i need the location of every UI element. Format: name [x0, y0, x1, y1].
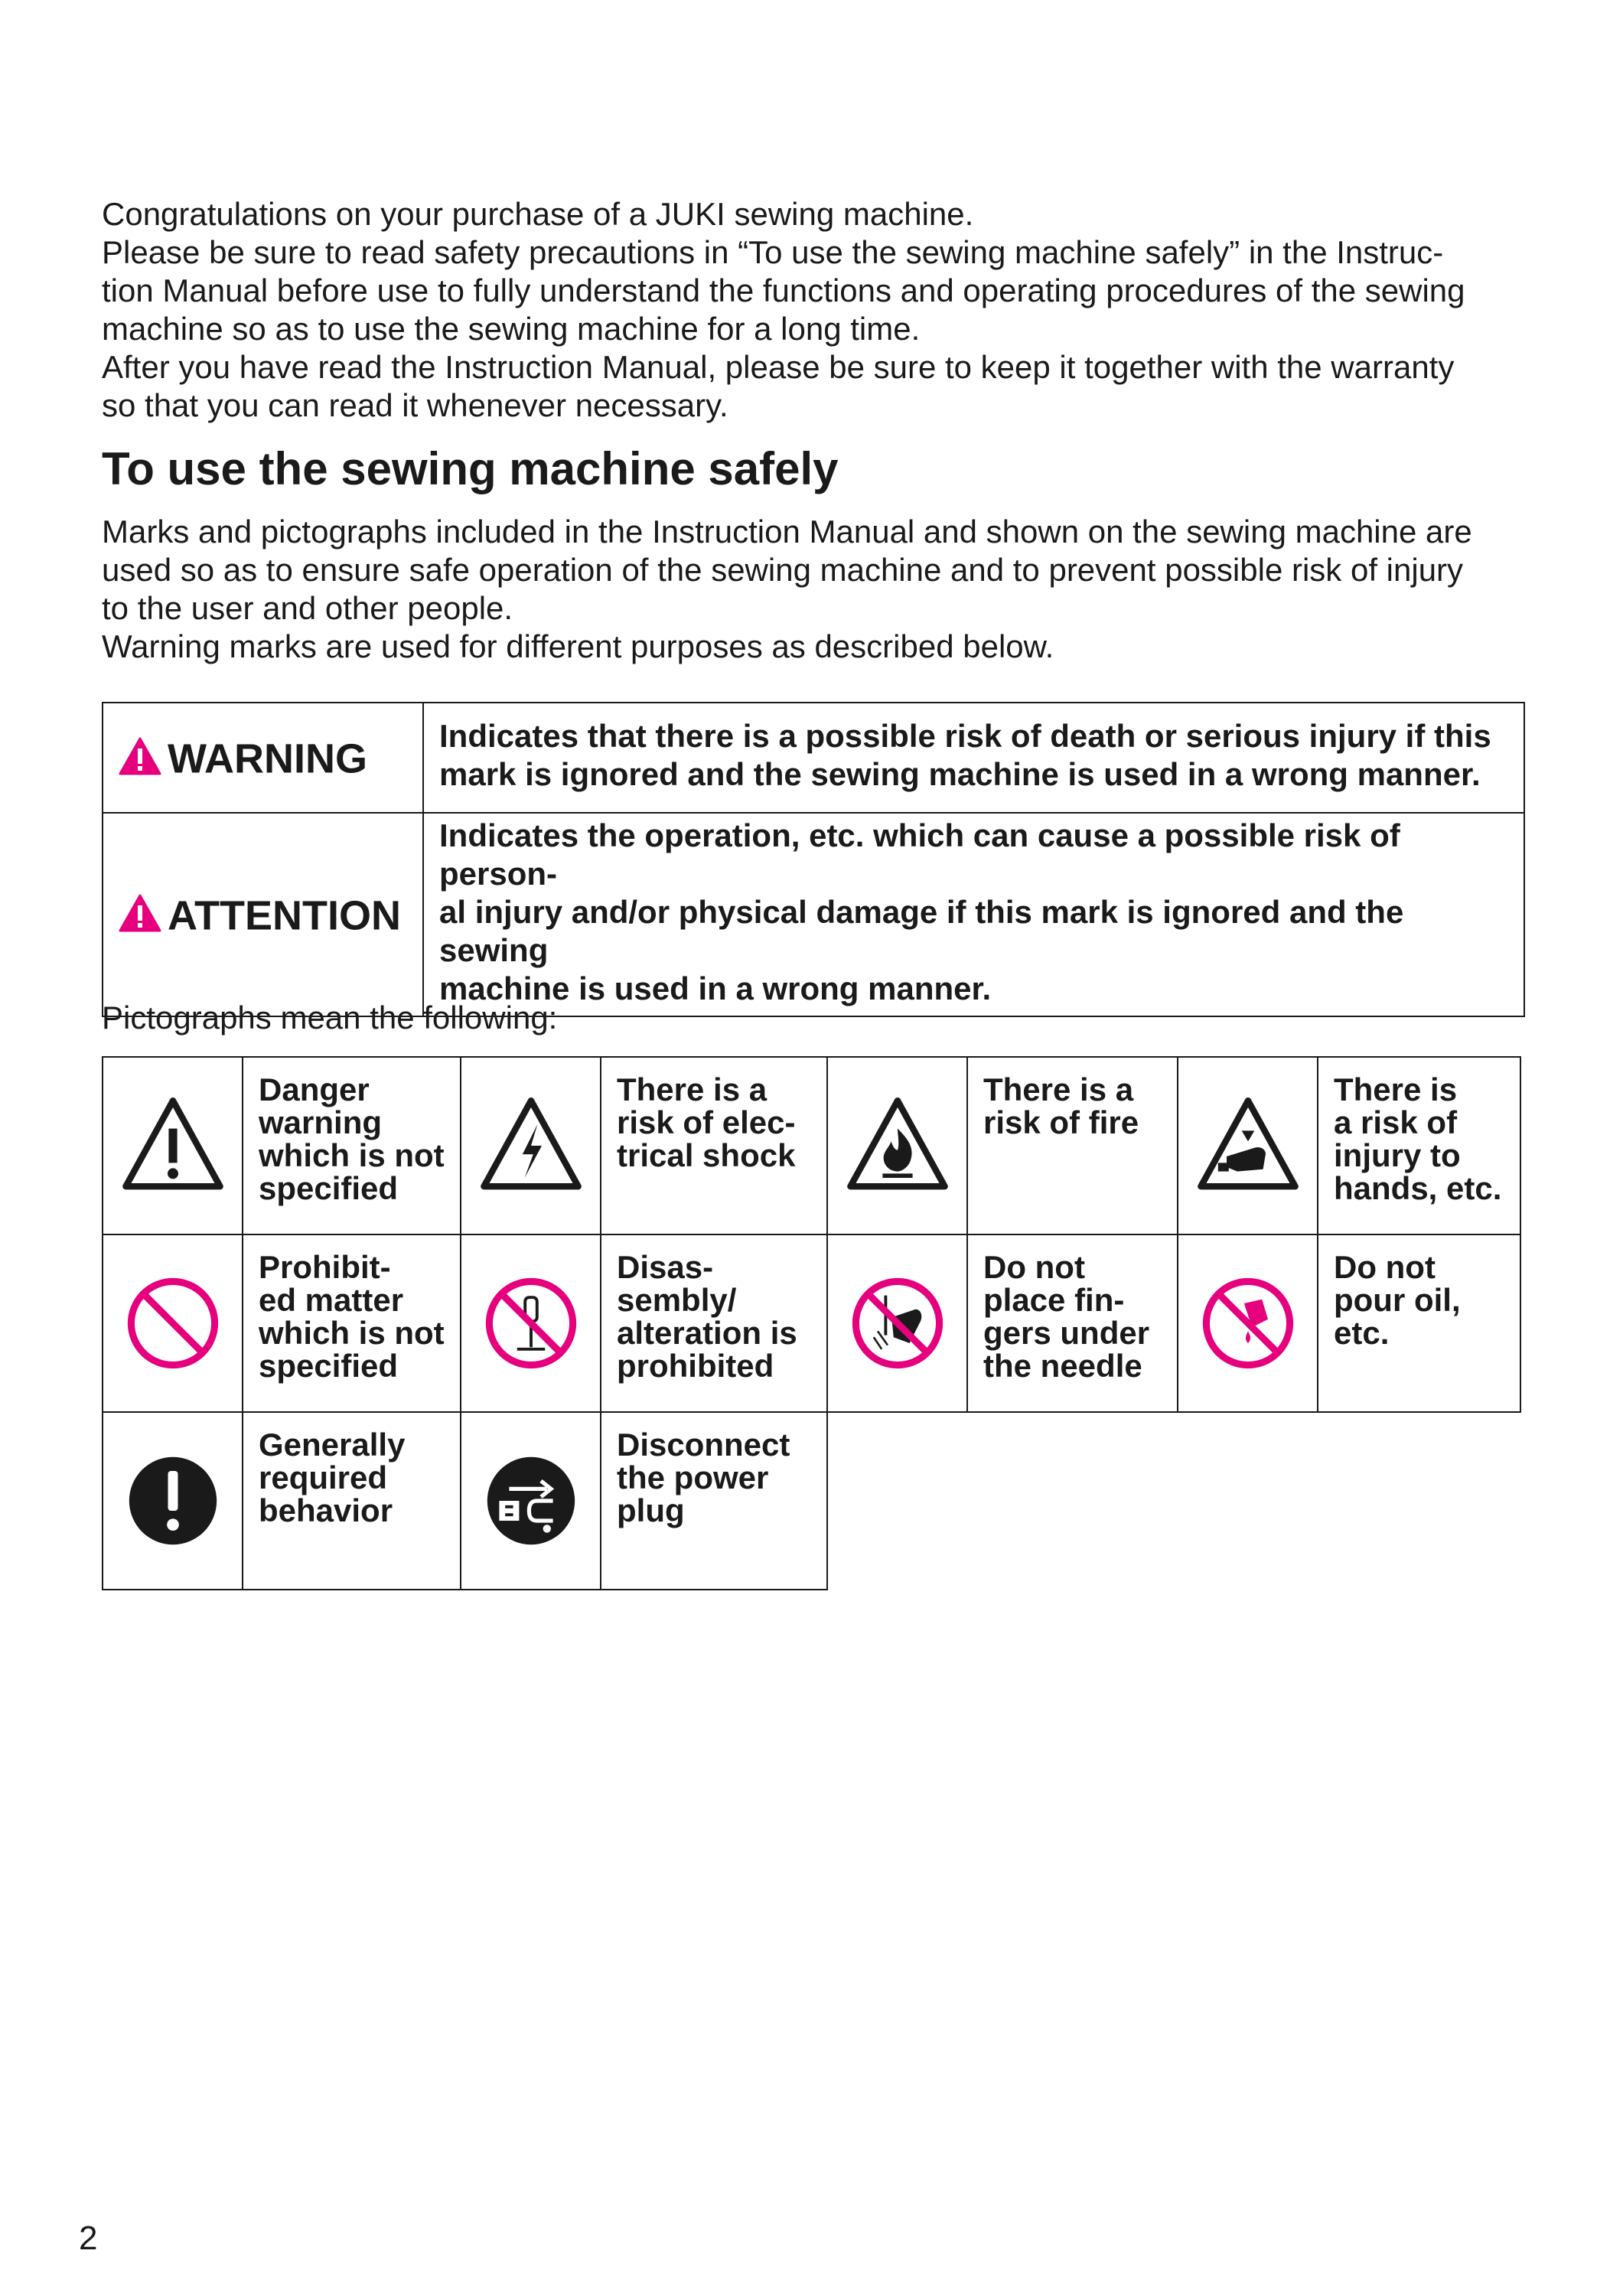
intro-line: Please be sure to read safety precautions in “To use the sewing machine safely” in the Instruc-: [102, 234, 1444, 270]
fire-risk-icon: [844, 1092, 951, 1199]
warning-text-line: mark is ignored and the sewing machine is used in a wrong manner.: [439, 756, 1481, 792]
attention-label-cell: [103, 813, 423, 1016]
pictograph-text-line: behavior: [259, 1492, 393, 1528]
no-fingers-under-needle-icon: [848, 1274, 947, 1373]
pictograph-text-line: specified: [259, 1170, 399, 1206]
pictograph-description: [967, 1057, 1178, 1234]
pictograph-icon-cell: [827, 1057, 967, 1234]
pictograph-text-line: plug: [617, 1492, 685, 1528]
attention-text-line: al injury and/or physical damage if this mark is ignored and the sewing: [439, 894, 1404, 968]
pictograph-text-line: gers under: [983, 1315, 1150, 1351]
attention-row: [103, 813, 1524, 1016]
pictograph-description: [1318, 1057, 1520, 1234]
intro-line: so that you can read it whenever necessary.: [102, 387, 728, 423]
pictograph-text-line: There is a: [983, 1071, 1134, 1107]
pictograph-description: [243, 1057, 461, 1234]
pictograph-text-line: Generally: [259, 1427, 406, 1463]
pictograph-text-line: a risk of: [1334, 1104, 1458, 1140]
pictograph-text-line: injury to: [1334, 1137, 1461, 1173]
pictograph-text-line: Prohibit-: [259, 1249, 391, 1285]
pictograph-icon-cell: [461, 1412, 601, 1590]
pictograph-row: [103, 1234, 1520, 1412]
pictograph-text-line: Disas-: [617, 1249, 714, 1285]
section-line: Warning marks are used for different purposes as described below.: [102, 628, 1054, 664]
prohibited-icon: [123, 1274, 223, 1373]
hand-injury-icon: [1194, 1092, 1302, 1199]
pictograph-text-line: risk of fire: [983, 1104, 1139, 1140]
general-danger-icon: [119, 1092, 227, 1199]
pictograph-icon-cell: [1178, 1057, 1318, 1234]
signal-word-table: [102, 702, 1525, 1017]
attention-text-line: Indicates the operation, etc. which can cause a possible risk of person-: [439, 817, 1400, 892]
pictograph-text-line: pour oil,: [1334, 1282, 1461, 1318]
intro-line: tion Manual before use to fully understand the functions and operating procedures of the sewing: [102, 272, 1465, 308]
pictograph-table: [102, 1056, 1521, 1590]
section-heading: To use the sewing machine safely: [102, 443, 839, 494]
pictograph-row: [103, 1057, 1520, 1234]
mandatory-action-icon: [123, 1451, 223, 1551]
warning-triangle-icon: [119, 737, 161, 775]
section-line: used so as to ensure safe operation of the sewing machine and to prevent possible risk of injury: [102, 552, 1464, 588]
pictograph-text-line: ed matter: [259, 1282, 404, 1318]
pictograph-icon-cell: [103, 1057, 243, 1234]
warning-label-cell: [103, 703, 423, 813]
page-number: 2: [79, 2219, 98, 2257]
no-oil-icon: [1198, 1274, 1298, 1373]
pictograph-row: [103, 1412, 1520, 1590]
intro-line: machine so as to use the sewing machine for a long time.: [102, 311, 921, 347]
pictograph-text-line: Danger: [259, 1071, 370, 1107]
pictograph-text-line: place fin-: [983, 1282, 1125, 1318]
pictograph-text-line: sembly/: [617, 1282, 737, 1318]
pictograph-description: [601, 1234, 827, 1412]
pictograph-text-line: required: [259, 1459, 388, 1495]
pictograph-icon-cell: [1178, 1234, 1318, 1412]
section-line: to the user and other people.: [102, 590, 513, 626]
pictograph-text-line: hands, etc.: [1334, 1170, 1502, 1206]
pictograph-text-line: trical shock: [617, 1137, 796, 1173]
attention-label: ATTENTION: [168, 892, 401, 939]
pictograph-text-line: specified: [259, 1348, 399, 1384]
electric-shock-icon: [477, 1092, 585, 1199]
warning-row: [103, 703, 1524, 813]
pictograph-description: [601, 1412, 827, 1590]
pictograph-description: [1318, 1234, 1520, 1412]
disconnect-plug-icon: [481, 1451, 581, 1551]
attention-text-line: machine is used in a wrong manner.: [439, 970, 992, 1006]
section-paragraph: [102, 513, 1525, 666]
pictograph-text-line: etc.: [1334, 1315, 1390, 1351]
section-line: Marks and pictographs included in the Instruction Manual and shown on the sewing machine are: [102, 514, 1472, 550]
attention-description: [423, 813, 1524, 1016]
pictograph-text-line: warning: [259, 1104, 383, 1140]
pictograph-description: [967, 1234, 1178, 1412]
pictograph-description: [243, 1412, 461, 1590]
pictograph-icon-cell: [461, 1057, 601, 1234]
pictograph-text-line: which is not: [259, 1315, 445, 1351]
intro-line: Congratulations on your purchase of a JUKI sewing machine.: [102, 196, 974, 232]
pictograph-icon-cell: [103, 1234, 243, 1412]
intro-line: After you have read the Instruction Manual, please be sure to keep it together with the warranty: [102, 349, 1455, 385]
pictograph-text-line: the power: [617, 1459, 769, 1495]
no-disassembly-icon: [481, 1274, 581, 1373]
pictograph-icon-cell: [103, 1412, 243, 1590]
pictograph-text-line: Do not: [983, 1249, 1085, 1285]
pictograph-icon-cell: [827, 1234, 967, 1412]
pictograph-text-line: There is a: [617, 1071, 768, 1107]
warning-text-line: Indicates that there is a possible risk of death or serious injury if this: [439, 718, 1491, 754]
pictograph-text-line: prohibited: [617, 1348, 774, 1384]
pictograph-text-line: Disconnect: [617, 1427, 790, 1463]
attention-triangle-icon: [119, 894, 161, 932]
pictograph-description: [243, 1234, 461, 1412]
empty-cell: [827, 1412, 1520, 1590]
intro-paragraph: [102, 195, 1525, 425]
warning-label: WARNING: [168, 735, 367, 782]
pictograph-description: [601, 1057, 827, 1234]
pictographs-intro: Pictographs mean the following:: [102, 1000, 558, 1035]
pictograph-text-line: Do not: [1334, 1249, 1436, 1285]
pictograph-icon-cell: [461, 1234, 601, 1412]
pictograph-text-line: There is: [1334, 1071, 1458, 1107]
warning-description: [423, 703, 1524, 813]
pictograph-text-line: risk of elec-: [617, 1104, 796, 1140]
pictograph-text-line: the needle: [983, 1348, 1142, 1384]
pictograph-text-line: alteration is: [617, 1315, 797, 1351]
pictograph-text-line: which is not: [259, 1137, 445, 1173]
